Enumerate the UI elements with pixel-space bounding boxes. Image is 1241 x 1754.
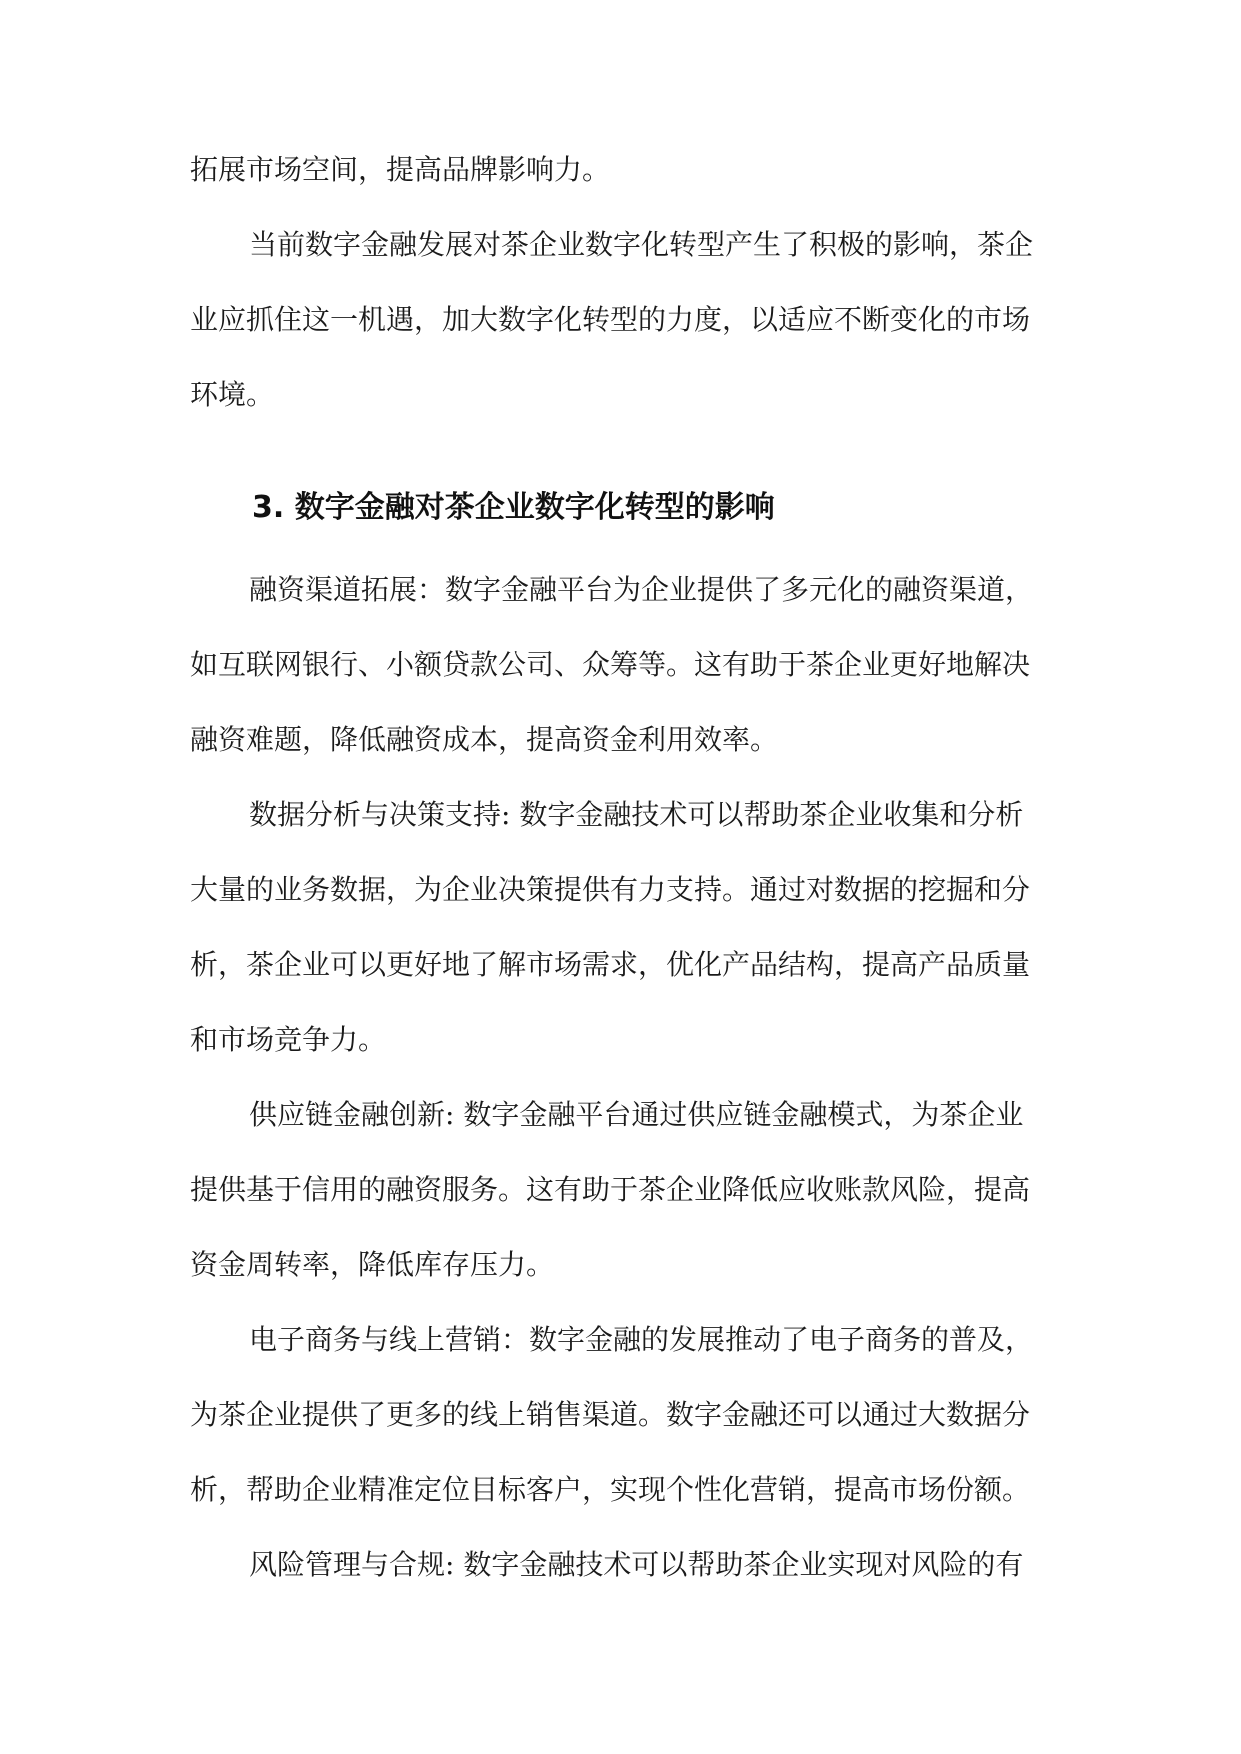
paragraph-line: 融资难题，降低融资成本，提高资金利用效率。 — [190, 723, 779, 756]
paragraph-line: 风险管理与合规: 数字金融技术可以帮助茶企业实现对风险的有 — [249, 1548, 1024, 1581]
paragraph-line: 如互联网银行、小额贷款公司、众筹等。这有助于茶企业更好地解决 — [190, 648, 1031, 681]
paragraph-line: 数据分析与决策支持: 数字金融技术可以帮助茶企业收集和分析 — [249, 798, 1024, 831]
paragraph-line: 为茶企业提供了更多的线上销售渠道。数字金融还可以通过大数据分 — [190, 1398, 1031, 1431]
paragraph-line: 资金周转率，降低库存压力。 — [190, 1248, 555, 1281]
paragraph-line: 电子商务与线上营销：数字金融的发展推动了电子商务的普及， — [249, 1323, 1034, 1356]
paragraph-line: 拓展市场空间，提高品牌影响力。 — [190, 153, 611, 186]
paragraph-line: 提供基于信用的融资服务。这有助于茶企业降低应收账款风险，提高 — [190, 1173, 1031, 1206]
paragraph-line: 融资渠道拓展：数字金融平台为企业提供了多元化的融资渠道， — [249, 573, 1034, 606]
paragraph-line: 大量的业务数据，为企业决策提供有力支持。通过对数据的挖掘和分 — [190, 873, 1031, 906]
paragraph-line: 析，茶企业可以更好地了解市场需求，优化产品结构，提高产品质量 — [190, 948, 1031, 981]
section-heading: 3. 数字金融对茶企业数字化转型的影响 — [252, 490, 775, 525]
paragraph-line: 析，帮助企业精准定位目标客户，实现个性化营销，提高市场份额。 — [190, 1473, 1031, 1506]
paragraph-line: 当前数字金融发展对茶企业数字化转型产生了积极的影响，茶企 — [249, 228, 1034, 261]
paragraph-line: 环境。 — [190, 378, 275, 411]
paragraph-line: 业应抓住这一机遇，加大数字化转型的力度，以适应不断变化的市场 — [190, 303, 1031, 336]
paragraph-line: 和市场竞争力。 — [190, 1023, 387, 1056]
paragraph-line: 供应链金融创新: 数字金融平台通过供应链金融模式，为茶企业 — [249, 1098, 1024, 1131]
